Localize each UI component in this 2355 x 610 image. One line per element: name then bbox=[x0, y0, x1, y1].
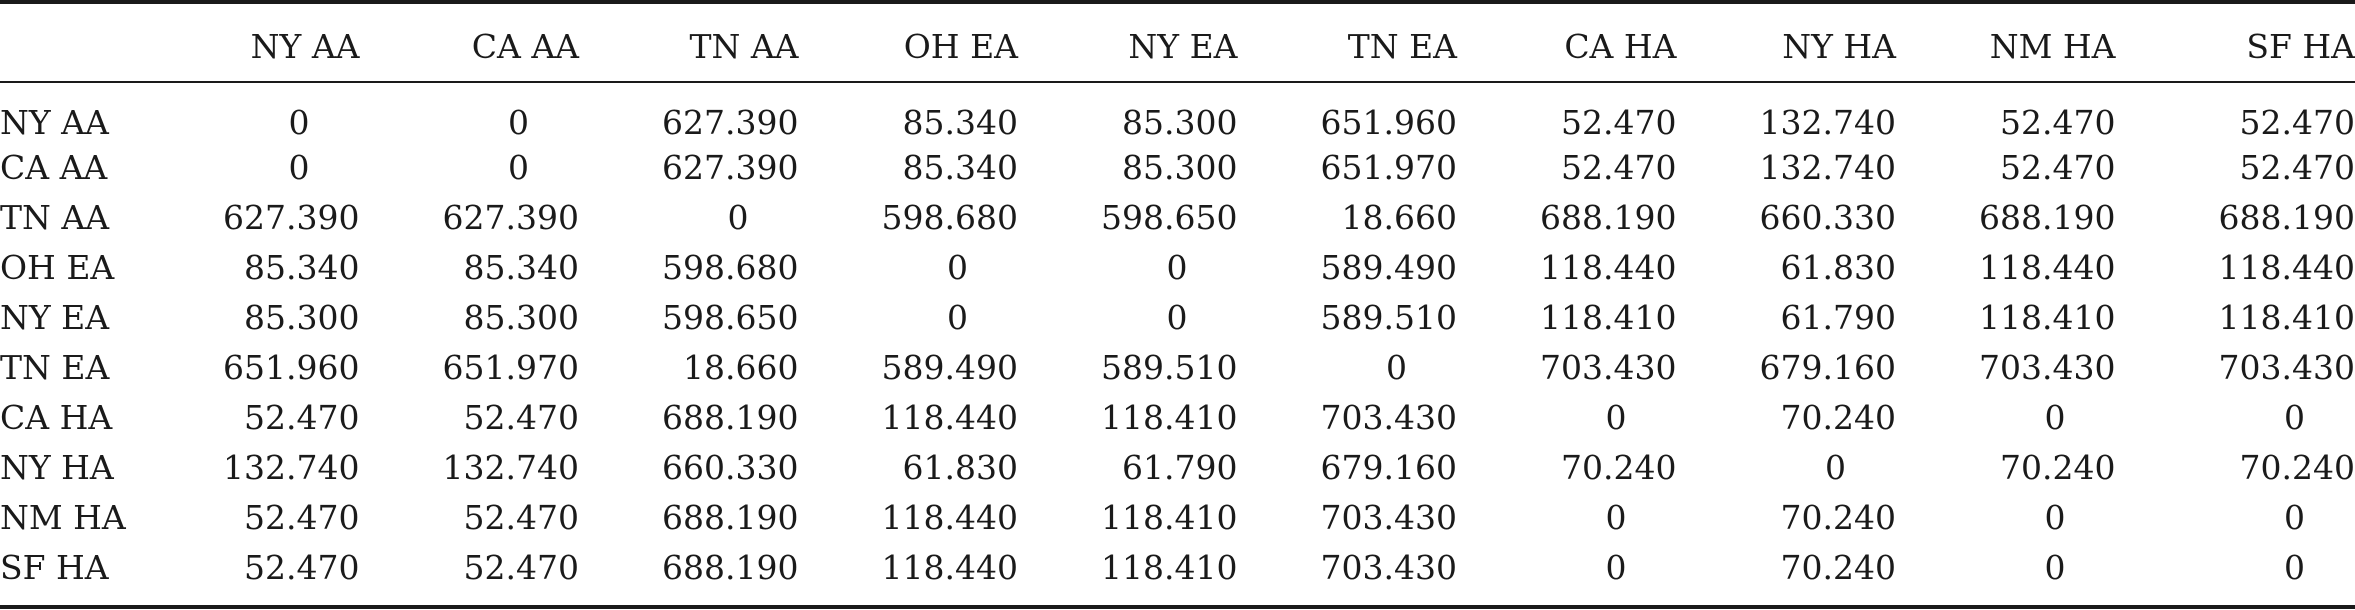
table-cell: 0 bbox=[2044, 397, 2066, 437]
table-cell: 0 bbox=[508, 147, 529, 187]
table-cell: 688.190 bbox=[1979, 197, 2116, 237]
table-cell: 703.430 bbox=[1320, 497, 1457, 537]
table-cell: 118.440 bbox=[1540, 247, 1677, 287]
table-cell: 688.190 bbox=[662, 497, 799, 537]
table-cell: 688.190 bbox=[662, 397, 799, 437]
table-cell: 703.430 bbox=[1320, 397, 1457, 437]
table-cell: 0 bbox=[2044, 547, 2066, 587]
table-cell: 627.390 bbox=[662, 102, 799, 142]
table-cell: 688.190 bbox=[2218, 197, 2355, 237]
stub-header-cell bbox=[0, 0, 160, 92]
table-cell: 688.190 bbox=[662, 547, 799, 587]
table-cell: 0 bbox=[1166, 247, 1188, 287]
table-cell: 598.650 bbox=[1101, 197, 1238, 237]
table-cell: 85.300 bbox=[244, 297, 360, 337]
table-cell: 598.650 bbox=[662, 297, 799, 337]
table-cell: 85.340 bbox=[902, 102, 1018, 142]
column-header: CA HA bbox=[1564, 26, 1677, 66]
table-cell: 0 bbox=[1386, 347, 1407, 387]
table-row bbox=[0, 492, 2355, 542]
table-cell: 132.740 bbox=[1759, 147, 1896, 187]
row-label: CA AA bbox=[0, 147, 108, 187]
table-cell: 132.740 bbox=[1759, 102, 1896, 142]
table-cell: 0 bbox=[1825, 447, 1846, 487]
table-cell: 52.470 bbox=[2000, 147, 2116, 187]
table-cell: 18.660 bbox=[1341, 197, 1457, 237]
table-cell: 0 bbox=[1605, 397, 1627, 437]
table-cell: 118.410 bbox=[1101, 547, 1238, 587]
table-cell: 589.490 bbox=[1320, 247, 1457, 287]
table-cell: 0 bbox=[1605, 497, 1627, 537]
column-header: TN AA bbox=[689, 26, 799, 66]
row-label: TN EA bbox=[0, 347, 110, 387]
table-row bbox=[0, 242, 2355, 292]
table-cell: 679.160 bbox=[1320, 447, 1457, 487]
table-cell: 0 bbox=[508, 102, 529, 142]
table-cell: 61.830 bbox=[1780, 247, 1896, 287]
table-cell: 679.160 bbox=[1759, 347, 1896, 387]
table-cell: 85.340 bbox=[244, 247, 360, 287]
table-cell: 52.470 bbox=[463, 497, 579, 537]
table-cell: 52.470 bbox=[2239, 102, 2355, 142]
table-cell: 70.240 bbox=[1780, 397, 1896, 437]
table-cell: 118.440 bbox=[1979, 247, 2116, 287]
table-cell: 627.390 bbox=[442, 197, 579, 237]
table-cell: 70.240 bbox=[1780, 547, 1896, 587]
table-cell: 703.430 bbox=[2218, 347, 2355, 387]
table-cell: 118.410 bbox=[1101, 497, 1238, 537]
table-row bbox=[0, 442, 2355, 492]
table-body bbox=[0, 92, 2355, 592]
table-cell: 660.330 bbox=[1759, 197, 1896, 237]
table-cell: 61.830 bbox=[902, 447, 1018, 487]
table-cell: 703.430 bbox=[1320, 547, 1457, 587]
table-cell: 0 bbox=[2284, 397, 2305, 437]
table-cell: 18.660 bbox=[683, 347, 799, 387]
table-cell: 598.680 bbox=[881, 197, 1018, 237]
table-cell: 0 bbox=[2284, 547, 2305, 587]
table-cell: 0 bbox=[947, 297, 968, 337]
table-cell: 0 bbox=[288, 147, 310, 187]
table-cell: 118.440 bbox=[881, 497, 1018, 537]
table-cell: 627.390 bbox=[662, 147, 799, 187]
column-header: NM HA bbox=[1989, 26, 2116, 66]
table-cell: 52.470 bbox=[244, 397, 360, 437]
row-label: CA HA bbox=[0, 397, 113, 437]
table-cell: 52.470 bbox=[2000, 102, 2116, 142]
table-cell: 85.340 bbox=[902, 147, 1018, 187]
table-row bbox=[0, 392, 2355, 442]
table-cell: 0 bbox=[727, 197, 749, 237]
row-label: OH EA bbox=[0, 247, 115, 287]
table-cell: 85.300 bbox=[463, 297, 579, 337]
table-cell: 70.240 bbox=[1780, 497, 1896, 537]
table-cell: 118.440 bbox=[881, 547, 1018, 587]
table-cell: 132.740 bbox=[442, 447, 579, 487]
table-cell: 52.470 bbox=[244, 497, 360, 537]
table-cell: 52.470 bbox=[1561, 102, 1677, 142]
row-label: NY EA bbox=[0, 297, 110, 337]
table-cell: 0 bbox=[288, 102, 310, 142]
table-row bbox=[0, 542, 2355, 592]
table-cell: 627.390 bbox=[223, 197, 360, 237]
table-cell: 660.330 bbox=[662, 447, 799, 487]
column-header: CA AA bbox=[471, 26, 579, 66]
row-label: NY HA bbox=[0, 447, 114, 487]
table-row bbox=[0, 292, 2355, 342]
header-row bbox=[0, 0, 2355, 92]
table-row bbox=[0, 192, 2355, 242]
row-label: NM HA bbox=[0, 497, 126, 537]
table-cell: 589.490 bbox=[881, 347, 1018, 387]
table-cell: 0 bbox=[2284, 497, 2305, 537]
table-cell: 0 bbox=[1166, 297, 1188, 337]
table-cell: 118.440 bbox=[2218, 247, 2355, 287]
row-label: TN AA bbox=[0, 197, 110, 237]
row-label: NY AA bbox=[0, 102, 109, 142]
table-cell: 651.970 bbox=[442, 347, 579, 387]
table-cell: 85.300 bbox=[1122, 102, 1238, 142]
column-header: NY HA bbox=[1782, 26, 1896, 66]
table-bottom-rule bbox=[0, 605, 2355, 609]
table-cell: 132.740 bbox=[223, 447, 360, 487]
table-cell: 118.410 bbox=[2218, 297, 2355, 337]
table-row bbox=[0, 342, 2355, 392]
table-cell: 61.790 bbox=[1122, 447, 1238, 487]
column-header: TN EA bbox=[1347, 26, 1457, 66]
table-cell: 703.430 bbox=[1540, 347, 1677, 387]
table-cell: 52.470 bbox=[244, 547, 360, 587]
table-cell: 85.340 bbox=[463, 247, 579, 287]
table-cell: 703.430 bbox=[1979, 347, 2116, 387]
table-cell: 0 bbox=[1605, 547, 1627, 587]
table-cell: 52.470 bbox=[463, 397, 579, 437]
table-cell: 598.680 bbox=[662, 247, 799, 287]
table-cell: 61.790 bbox=[1780, 297, 1896, 337]
table-row bbox=[0, 142, 2355, 192]
table-cell: 70.240 bbox=[1561, 447, 1677, 487]
column-header: OH EA bbox=[903, 26, 1018, 66]
table-cell: 0 bbox=[947, 247, 968, 287]
column-header: SF HA bbox=[2246, 26, 2355, 66]
column-header: NY AA bbox=[250, 26, 360, 66]
table-cell: 651.960 bbox=[1320, 102, 1457, 142]
table-cell: 52.470 bbox=[463, 547, 579, 587]
table-cell: 85.300 bbox=[1122, 147, 1238, 187]
table-cell: 70.240 bbox=[2239, 447, 2355, 487]
column-header: NY EA bbox=[1128, 26, 1238, 66]
table-cell: 118.410 bbox=[1540, 297, 1677, 337]
row-label: SF HA bbox=[0, 547, 109, 587]
table-cell: 0 bbox=[2044, 497, 2066, 537]
table-cell: 52.470 bbox=[2239, 147, 2355, 187]
table-cell: 118.440 bbox=[881, 397, 1018, 437]
table-cell: 589.510 bbox=[1320, 297, 1457, 337]
table-cell: 651.970 bbox=[1320, 147, 1457, 187]
table-cell: 70.240 bbox=[2000, 447, 2116, 487]
table-cell: 589.510 bbox=[1101, 347, 1238, 387]
table-cell: 651.960 bbox=[223, 347, 360, 387]
table-cell: 688.190 bbox=[1540, 197, 1677, 237]
table-row bbox=[0, 92, 2355, 142]
table-header bbox=[0, 0, 2355, 92]
table-cell: 118.410 bbox=[1979, 297, 2116, 337]
table-cell: 118.410 bbox=[1101, 397, 1238, 437]
table-cell: 52.470 bbox=[1561, 147, 1677, 187]
